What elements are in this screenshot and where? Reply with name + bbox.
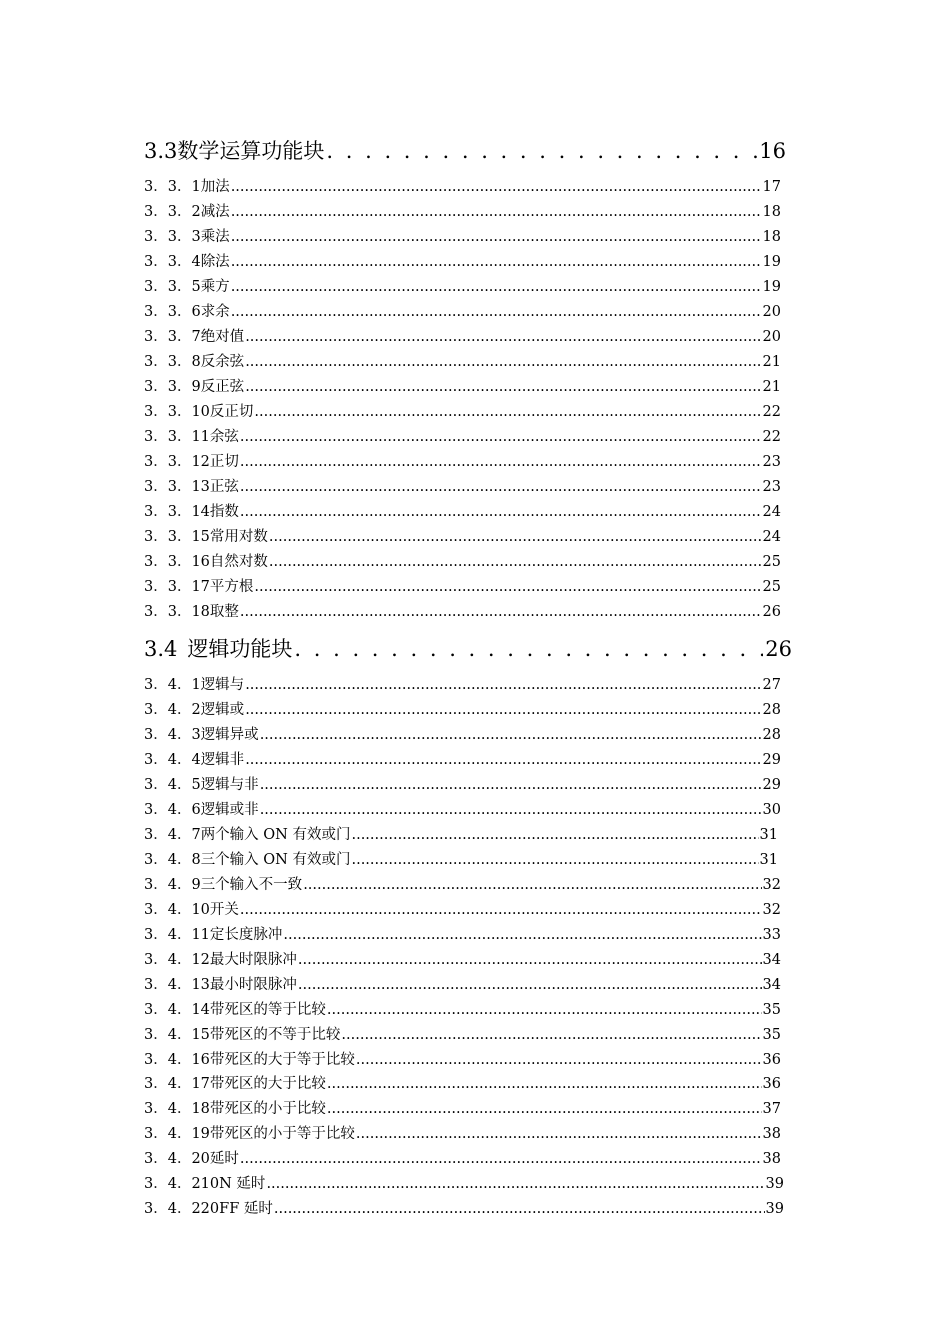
entry-title: 带死区的大于比较 xyxy=(209,1076,326,1092)
entry-title: 逻辑异或 xyxy=(200,727,259,743)
page-number: 27 xyxy=(762,677,781,693)
section-number: 3.4 xyxy=(144,637,178,661)
dot-leader xyxy=(274,1198,765,1220)
toc-section-heading[interactable] xyxy=(144,635,792,663)
entry-title: 除法 xyxy=(200,254,230,270)
entry-number: 3．4．13 xyxy=(144,977,210,993)
entry-title: 反正弦 xyxy=(200,379,245,395)
entry-title: 逻辑与 xyxy=(200,677,245,693)
entry-title: 三个输入不一致 xyxy=(200,877,303,893)
toc-entry[interactable] xyxy=(144,326,781,348)
dot-leader xyxy=(303,874,761,896)
toc-entry[interactable] xyxy=(144,376,781,398)
entry-number: 3．4．17 xyxy=(144,1076,210,1092)
toc-entry[interactable] xyxy=(144,724,781,746)
toc-entry[interactable] xyxy=(144,1049,781,1071)
entry-title: 反余弦 xyxy=(200,354,245,370)
dot-leader xyxy=(254,401,761,423)
entry-title: 最小时限脉冲 xyxy=(209,977,297,993)
entry-title: 带死区的小于比较 xyxy=(209,1101,326,1117)
page-number: 38 xyxy=(762,1151,781,1167)
dot-leader xyxy=(260,799,762,821)
entry-number: 3．3．15 xyxy=(144,529,210,545)
page-number: 30 xyxy=(762,802,781,818)
entry-number: 3．4．6 xyxy=(144,802,201,818)
toc-entry[interactable] xyxy=(144,176,781,198)
dot-leader xyxy=(240,501,762,523)
entry-title: 逻辑或非 xyxy=(200,802,259,818)
dot-leader xyxy=(260,724,762,746)
entry-number: 3．3．16 xyxy=(144,554,210,570)
page-number: 31 xyxy=(759,827,778,843)
toc-entry[interactable] xyxy=(144,576,781,598)
page-number: 34 xyxy=(762,977,781,993)
dot-leader xyxy=(294,635,763,663)
entry-title: 0FF 延时 xyxy=(209,1201,273,1217)
dot-leader xyxy=(245,326,761,348)
dot-leader xyxy=(351,824,758,846)
toc-entry[interactable] xyxy=(144,899,781,921)
toc-entry[interactable] xyxy=(144,1198,784,1220)
toc-section-heading[interactable] xyxy=(144,137,786,165)
page-number: 28 xyxy=(762,727,781,743)
entry-title: 带死区的小于等于比较 xyxy=(209,1126,355,1142)
dot-leader xyxy=(326,137,757,165)
toc-entry[interactable] xyxy=(144,601,781,623)
entry-title: 逻辑与非 xyxy=(200,777,259,793)
section-title: 逻辑功能块 xyxy=(187,637,293,661)
entry-number: 3．3．12 xyxy=(144,454,210,470)
page-number: 32 xyxy=(762,877,781,893)
toc-entry[interactable] xyxy=(144,1123,781,1145)
entry-number: 3．3．8 xyxy=(144,354,201,370)
dot-leader xyxy=(341,1024,761,1046)
toc-entry[interactable] xyxy=(144,1024,781,1046)
entry-number: 3．3．18 xyxy=(144,604,210,620)
entry-title: 减法 xyxy=(200,204,230,220)
page-number: 38 xyxy=(762,1126,781,1142)
page-number: 29 xyxy=(762,777,781,793)
toc-entry[interactable] xyxy=(144,849,778,871)
toc-entry[interactable] xyxy=(144,674,781,696)
page-number: 25 xyxy=(762,554,781,570)
entry-number: 3．4．18 xyxy=(144,1101,210,1117)
dot-leader xyxy=(245,351,761,373)
toc-entry[interactable] xyxy=(144,226,781,248)
page-number: 19 xyxy=(762,279,781,295)
dot-leader xyxy=(327,1073,762,1095)
dot-leader xyxy=(356,1049,762,1071)
toc-entry[interactable] xyxy=(144,999,781,1021)
page-number: 20 xyxy=(762,304,781,320)
dot-leader xyxy=(240,476,762,498)
toc-entry[interactable] xyxy=(144,949,781,971)
page-number: 22 xyxy=(762,429,781,445)
dot-leader xyxy=(231,176,762,198)
dot-leader xyxy=(240,426,762,448)
dot-leader xyxy=(327,999,762,1021)
page-number: 23 xyxy=(762,454,781,470)
dot-leader xyxy=(231,276,762,298)
toc-entry[interactable] xyxy=(144,774,781,796)
entry-number: 3．4．15 xyxy=(144,1027,210,1043)
dot-leader xyxy=(240,601,762,623)
entry-title: 乘方 xyxy=(200,279,230,295)
entry-title: 带死区的大于等于比较 xyxy=(209,1052,355,1068)
page-number: 24 xyxy=(762,504,781,520)
toc-entry[interactable] xyxy=(144,526,781,548)
page-number: 35 xyxy=(762,1027,781,1043)
entry-number: 3．3．2 xyxy=(144,204,201,220)
entry-title: 余弦 xyxy=(209,429,239,445)
dot-leader xyxy=(231,201,762,223)
entry-title: 逻辑或 xyxy=(200,702,245,718)
entry-title: 指数 xyxy=(209,504,239,520)
page-number: 32 xyxy=(762,902,781,918)
page-number: 21 xyxy=(762,354,781,370)
toc-entry[interactable] xyxy=(144,301,781,323)
toc-entry[interactable] xyxy=(144,451,781,473)
entry-title: 延时 xyxy=(209,1151,239,1167)
entry-number: 3．4．4 xyxy=(144,752,201,768)
page-number: 21 xyxy=(762,379,781,395)
toc-entry[interactable] xyxy=(144,401,781,423)
entry-title: 常用对数 xyxy=(209,529,268,545)
entry-number: 3．3．14 xyxy=(144,504,210,520)
dot-leader xyxy=(351,849,758,871)
dot-leader xyxy=(254,576,761,598)
entry-number: 3．3．4 xyxy=(144,254,201,270)
entry-number: 3．3．10 xyxy=(144,404,210,420)
toc-entry[interactable] xyxy=(144,351,781,373)
toc-entry[interactable] xyxy=(144,1073,781,1095)
dot-leader xyxy=(298,974,762,996)
dot-leader xyxy=(231,251,762,273)
entry-number: 3．4．22 xyxy=(144,1201,210,1217)
entry-title: 求余 xyxy=(200,304,230,320)
page-number: 33 xyxy=(762,927,781,943)
entry-title: 两个输入 ON 有效或门 xyxy=(200,827,351,843)
dot-leader xyxy=(269,551,762,573)
entry-number: 3．4．12 xyxy=(144,952,210,968)
toc-entry[interactable] xyxy=(144,699,781,721)
page-number: 39 xyxy=(765,1201,784,1217)
entry-title: 带死区的不等于比较 xyxy=(209,1027,341,1043)
section-number: 3.3 xyxy=(144,139,178,163)
entry-title: 平方根 xyxy=(209,579,254,595)
entry-title: 逻辑非 xyxy=(200,752,245,768)
entry-title: 0N 延时 xyxy=(209,1176,266,1192)
section-title: 数学运算功能块 xyxy=(177,139,325,163)
entry-title: 绝对值 xyxy=(200,329,245,345)
entry-number: 3．4．7 xyxy=(144,827,201,843)
toc-entry[interactable] xyxy=(144,874,781,896)
toc-entry[interactable] xyxy=(144,749,781,771)
entry-number: 3．4．3 xyxy=(144,727,201,743)
dot-leader xyxy=(260,774,762,796)
entry-number: 3．4．21 xyxy=(144,1176,210,1192)
page-number: 37 xyxy=(762,1101,781,1117)
page-number: 19 xyxy=(762,254,781,270)
dot-leader xyxy=(266,1173,764,1195)
dot-leader xyxy=(245,749,761,771)
toc-entry[interactable] xyxy=(144,1098,781,1120)
dot-leader xyxy=(240,899,762,921)
entry-number: 3．4．19 xyxy=(144,1126,210,1142)
entry-title: 三个输入 ON 有效或门 xyxy=(200,852,351,868)
toc-entry[interactable] xyxy=(144,1173,784,1195)
entry-number: 3．3．5 xyxy=(144,279,201,295)
entry-number: 3．4．10 xyxy=(144,902,210,918)
entry-number: 3．3．17 xyxy=(144,579,210,595)
entry-title: 加法 xyxy=(200,179,230,195)
toc-entry[interactable] xyxy=(144,426,781,448)
entry-number: 3．4．16 xyxy=(144,1052,210,1068)
page-number: 22 xyxy=(762,404,781,420)
entry-title: 乘法 xyxy=(200,229,230,245)
toc-entry[interactable] xyxy=(144,974,781,996)
dot-leader xyxy=(240,451,762,473)
page-number: 16 xyxy=(759,139,786,163)
dot-leader xyxy=(327,1098,762,1120)
toc-entry[interactable] xyxy=(144,799,781,821)
entry-number: 3．4．14 xyxy=(144,1002,210,1018)
entry-title: 带死区的等于比较 xyxy=(209,1002,326,1018)
toc-entry[interactable] xyxy=(144,501,781,523)
entry-title: 正切 xyxy=(209,454,239,470)
entry-number: 3．3．3 xyxy=(144,229,201,245)
entry-title: 开关 xyxy=(209,902,239,918)
entry-number: 3．4．11 xyxy=(144,927,210,943)
page-number: 36 xyxy=(762,1052,781,1068)
toc-entry[interactable] xyxy=(144,551,781,573)
toc-entry[interactable] xyxy=(144,1148,781,1170)
entry-number: 3．3．7 xyxy=(144,329,201,345)
entry-number: 3．4．20 xyxy=(144,1151,210,1167)
entry-title: 自然对数 xyxy=(209,554,268,570)
page-number: 18 xyxy=(762,204,781,220)
page-number: 31 xyxy=(759,852,778,868)
entry-number: 3．3．13 xyxy=(144,479,210,495)
page-number: 28 xyxy=(762,702,781,718)
dot-leader xyxy=(356,1123,762,1145)
dot-leader xyxy=(245,674,761,696)
page-number: 17 xyxy=(762,179,781,195)
dot-leader xyxy=(240,1148,762,1170)
dot-leader xyxy=(298,949,762,971)
page-number: 25 xyxy=(762,579,781,595)
entry-title: 取整 xyxy=(209,604,239,620)
entry-number: 3．4．9 xyxy=(144,877,201,893)
toc-entry[interactable] xyxy=(144,476,781,498)
toc-entry[interactable] xyxy=(144,824,778,846)
entry-title: 定长度脉冲 xyxy=(209,927,283,943)
page-number: 39 xyxy=(765,1176,784,1192)
dot-leader xyxy=(269,526,762,548)
toc-entry[interactable] xyxy=(144,924,781,946)
page-number: 24 xyxy=(762,529,781,545)
page-number: 18 xyxy=(762,229,781,245)
page-number: 20 xyxy=(762,329,781,345)
entry-number: 3．4．2 xyxy=(144,702,201,718)
entry-number: 3．3．1 xyxy=(144,179,201,195)
dot-leader xyxy=(231,226,762,248)
page-number: 23 xyxy=(762,479,781,495)
page-number: 35 xyxy=(762,1002,781,1018)
toc-entry[interactable] xyxy=(144,276,781,298)
dot-leader xyxy=(231,301,762,323)
dot-leader xyxy=(245,699,761,721)
page-number: 26 xyxy=(762,604,781,620)
entry-number: 3．4．1 xyxy=(144,677,201,693)
entry-number: 3．3．9 xyxy=(144,379,201,395)
toc-entry[interactable] xyxy=(144,251,781,273)
entry-title: 反正切 xyxy=(209,404,254,420)
page-number: 26 xyxy=(765,637,792,661)
page-number: 36 xyxy=(762,1076,781,1092)
entry-number: 3．4．8 xyxy=(144,852,201,868)
toc-entry[interactable] xyxy=(144,201,781,223)
entry-number: 3．3．6 xyxy=(144,304,201,320)
entry-title: 正弦 xyxy=(209,479,239,495)
dot-leader xyxy=(245,376,761,398)
entry-number: 3．3．11 xyxy=(144,429,210,445)
dot-leader xyxy=(283,924,761,946)
page-number: 29 xyxy=(762,752,781,768)
entry-number: 3．4．5 xyxy=(144,777,201,793)
page-number: 34 xyxy=(762,952,781,968)
entry-title: 最大时限脉冲 xyxy=(209,952,297,968)
